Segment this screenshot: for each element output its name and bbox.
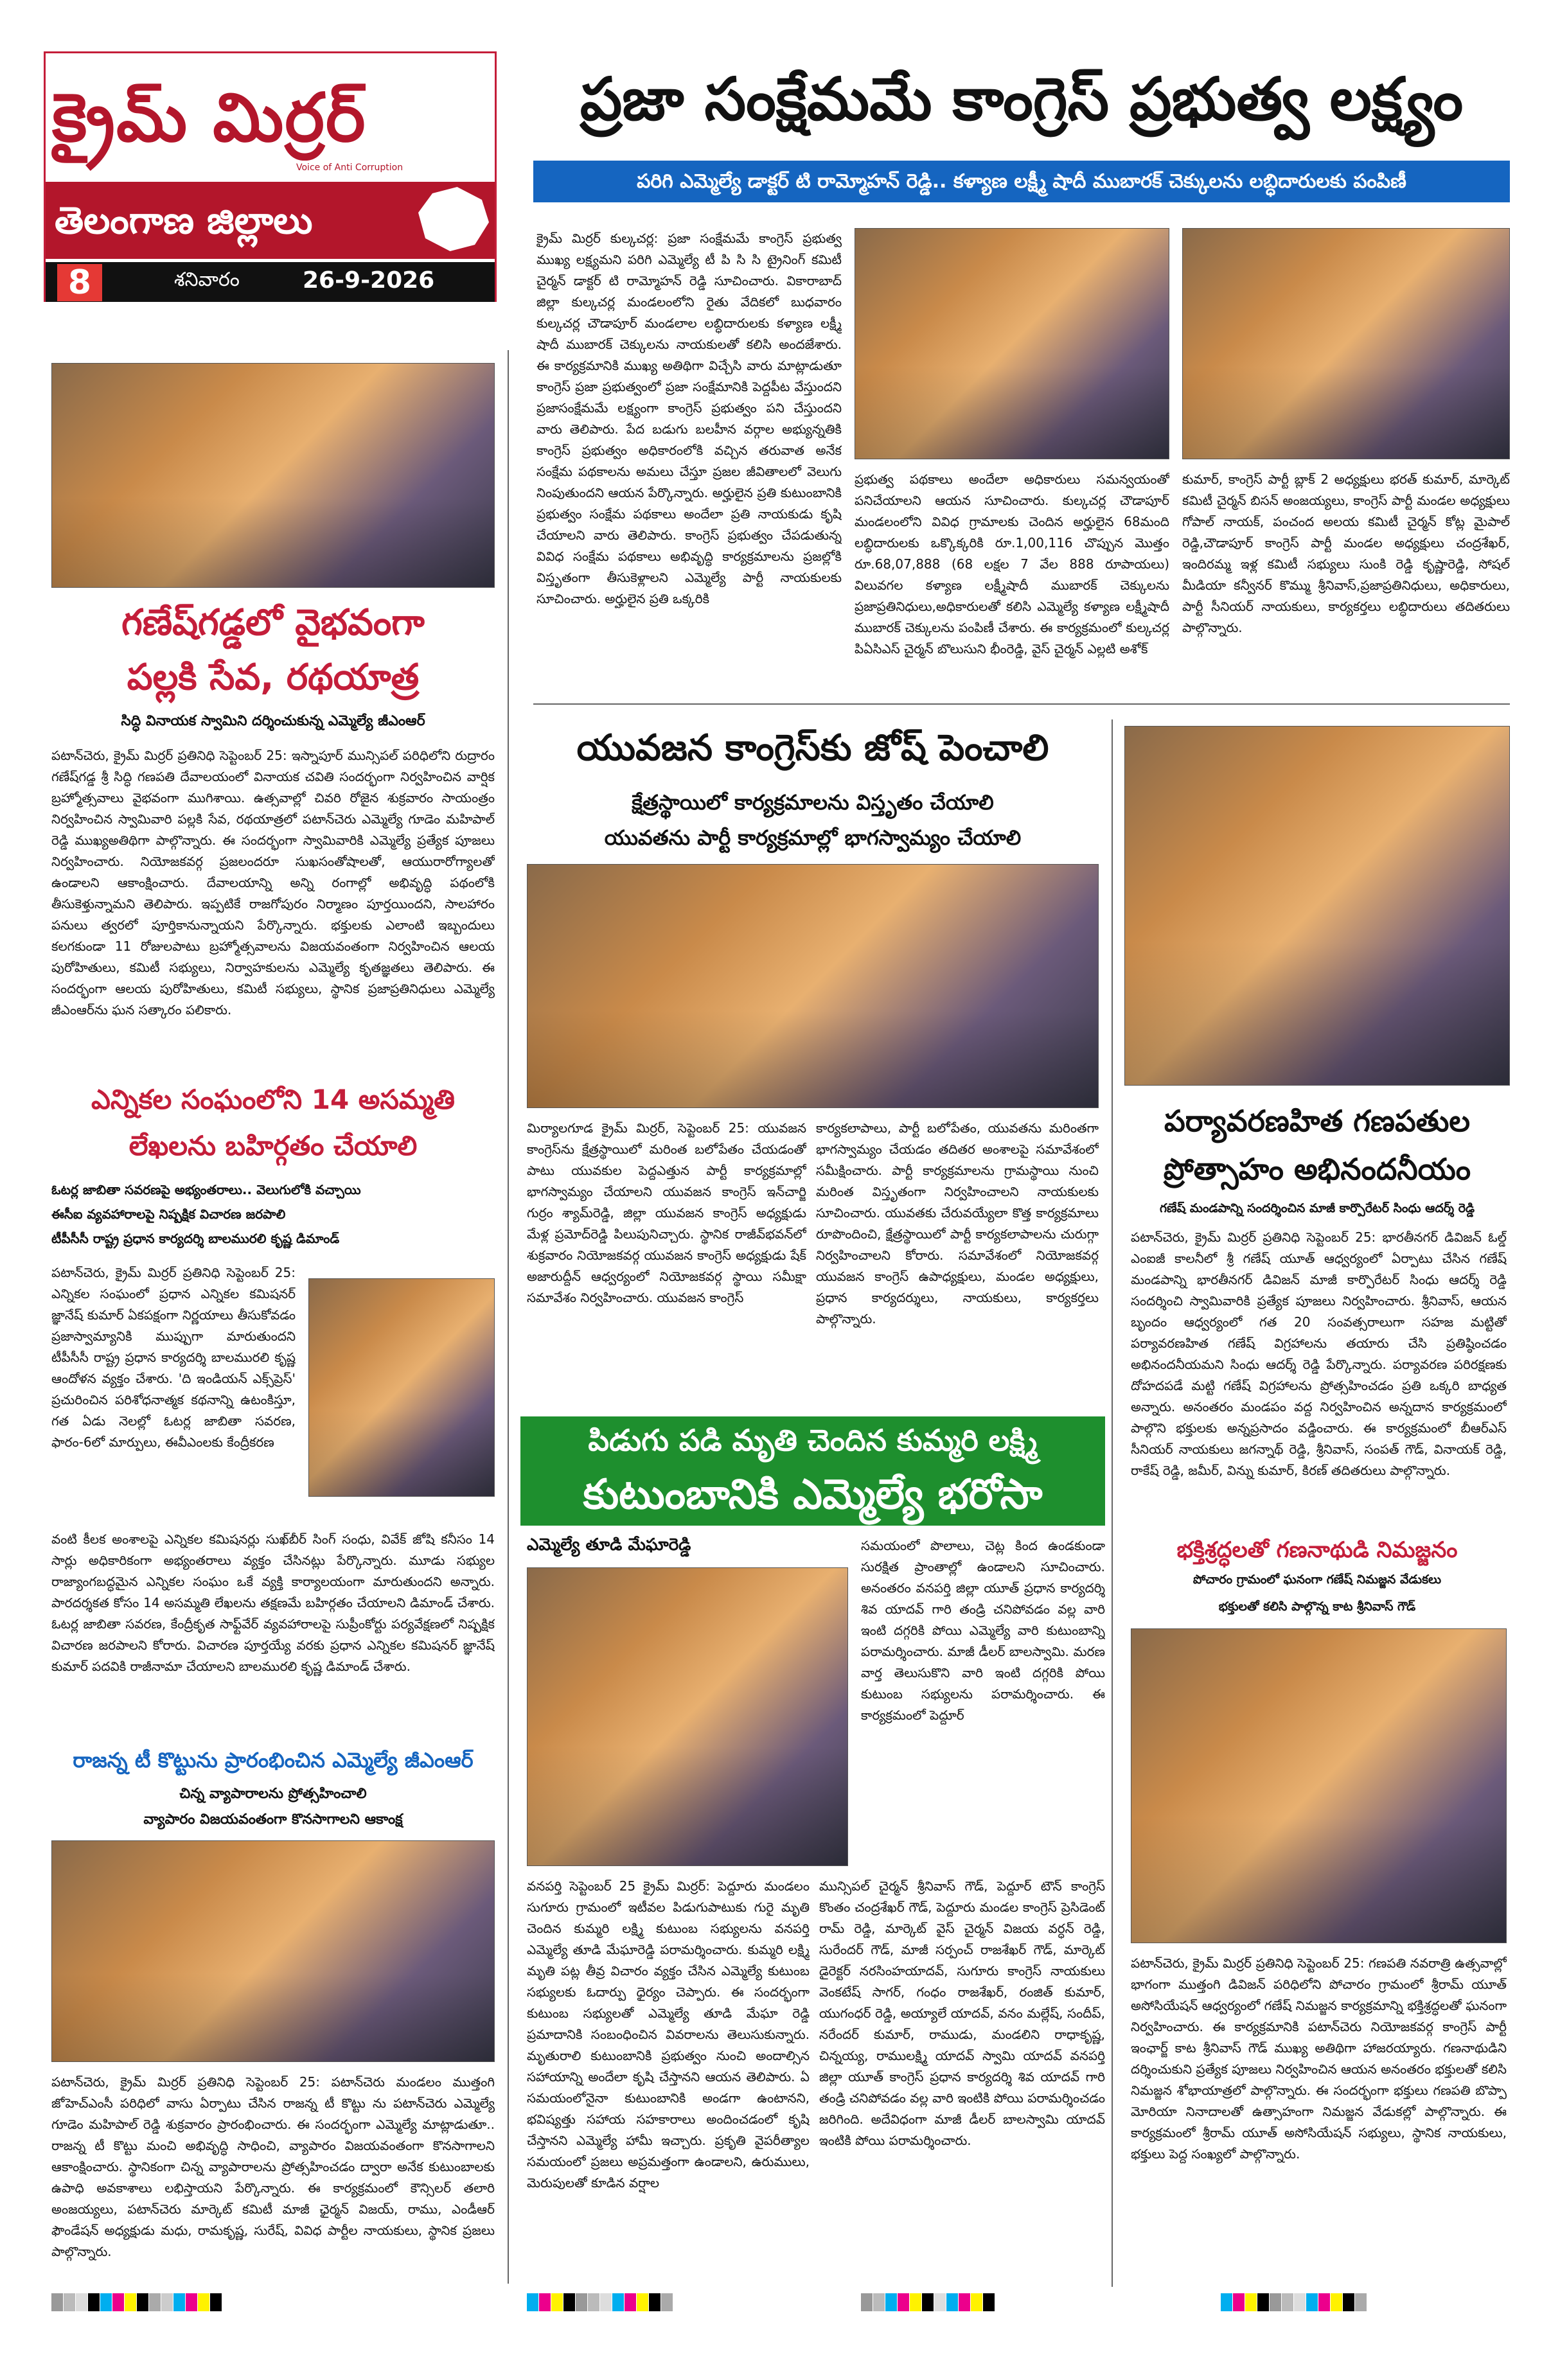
lead-photo-cheques bbox=[1182, 228, 1510, 459]
youth-photo bbox=[527, 864, 1099, 1108]
color-registration-bar-mid bbox=[861, 2293, 995, 2311]
nimajjanam-subhead-1: పోచారం గ్రామంలో ఘనంగా గణేష్ నిమజ్జన వేడుకలు bbox=[1192, 1573, 1442, 1587]
tea-subhead-2: వ్యాపారం విజయవంతంగా కొనసాగాలని ఆకాంక్ష bbox=[143, 1811, 403, 1828]
edition-name: తెలంగాణ జిల్లాలు bbox=[55, 198, 313, 242]
lead-body-col3: కుమార్, కాంగ్రెస్ పార్టీ బ్లాక్ 2 అధ్యక్షులు భరత్ కుమార్, మార్కెట్ కమిటీ చైర్మన్ బిసన్ అంజయ్యలు, కాంగ్రెస్ పార్టీ మండల అధ్యక్షులు గోపాల్ నాయక్, పంచంద అలయ కమిటీ చైర్మన్ కోట్ల మైపాల్ రెడ్డి,చౌడాపూర్ కాంగ్రెస్ పార్టీ మండల అధ్యక్షులు చంద్రశేఖర్, ఇందిరమ్మ ఇళ్ల కమిటీ సభ్యులు సుంకి రెడ్డి కృష్ణారెడ్డి, సోషల్ మీడియా కన్వీనర్ కొమ్ము శ్రీనివాస్,ప్రజాప్రతినిధులు, అధికారులు, పార్టీ సీనియర్ నాయకులు, కార్యకర్తలు లబ్ధిదారులు తదితరులు పాల్గొన్నారు. bbox=[1182, 472, 1510, 635]
eco-photo bbox=[1124, 726, 1510, 1086]
color-registration-bar-center bbox=[527, 2293, 673, 2311]
lead-headline: ప్రజా సంక్షేమమే కాంగ్రెస్ ప్రభుత్వ లక్ష్యం bbox=[580, 65, 1464, 134]
tea-headline: రాజన్న టీ కొట్టును ప్రారంభించిన ఎమ్మెల్యే జీఎంఆర్ bbox=[73, 1748, 474, 1772]
lead-body-col1: క్రైమ్ మిర్రర్ కుల్కచర్ల: ప్రజా సంక్షేమమే కాంగ్రెస్ ప్రభుత్వ ముఖ్య లక్ష్యమని పరిగి ఎమ్మెల్యే టీ పి సి సి ట్రైనింగ్ కమిటీ చైర్మన్ డాక్టర్ టి రామ్మోహన్ రెడ్డి సూచించారు. వికారాబాద్ జిల్లా కుల్కచర్ల మండలంలోని రైతు వేదికలో బుధవారం కుల్కచర్ల చౌడాపూర్ మండలాల లబ్ధిదారులకు కళ్యాణ లక్ష్మీ షాదీ ముబారక్ చెక్కులను నాయకులతో కలిసి అందజేశారు. ఈ కార్యక్రమానికి ముఖ్య అతిథిగా విచ్చేసి వారు మాట్లాడుతూ కాంగ్రెస్ ప్రజా ప్రభుత్వంలో ప్రజా సంక్షేమానికి పెద్దపీట వేస్తుందని ప్రజాసంక్షేమమే లక్ష్యంగా కాంగ్రెస్ ప్రభుత్వం పని చేస్తుందని వారు తెలిపారు. పేద బడుగు బలహీన వర్గాల అభ్యున్నతికి కాంగ్రెస్ ప్రభుత్వం అధికారంలోకి వచ్చిన తరువాత అనేక సంక్షేమ పథకాలను అమలు చేస్తూ ప్రజల జీవితాలలో వెలుగు నింపుతుందని ఆయన పేర్కొన్నారు. అర్హులైన ప్రతి కుటుంబానికి ప్రభుత్వం సంక్షేమ పథకాలు అందేలా ప్రతి నాయకుడు కృషి చేయాలని వారు తెలిపారు. కాంగ్రెస్ ప్రభుత్వం చేపడుతున్న వివిధ సంక్షేమ పథకాలు అభివృద్ధి కార్యక్రమాలను ప్రజల్లోకి విస్తృతంగా తీసుకెళ్లాలని ఎమ్మెల్యే పార్టీ నాయకులకు సూచించారు. అర్హులైన ప్రతి ఒక్కరికి bbox=[536, 231, 842, 606]
date-label: 26-9-2026 bbox=[303, 267, 435, 294]
ganesh-headline-1: గణేష్‌గడ్డలో వైభవంగా bbox=[121, 602, 425, 644]
youth-body-col2: కార్యకలాపాలు, పార్టీ బలోపేతం, యువతను మరింతగా భాగస్వామ్యం చేయడం తదితర అంశాలపై సమావేశంలో సమీక్షించారు. పార్టీ కార్యక్రమాలను గ్రామస్థాయి నుంచి మరింత విస్తృతంగా నిర్వహించాలని నాయకులకు సూచించారు. యువతకు చేరువయ్యేలా కొత్త కార్యక్రమాలు రూపొందించి, క్షేత్రస్థాయిలో పార్టీ కార్యకలాపాలను చురుగ్గా నిర్వహించాలని కోరారు. సమావేశంలో నియోజకవర్గ యువజన కాంగ్రెస్ ఉపాధ్యక్షులు, మండల అధ్యక్షులు, ప్రధాన కార్యదర్శులు, నాయకులు, కార్యకర్తలు పాల్గొన్నారు. bbox=[816, 1120, 1099, 1327]
masthead bbox=[44, 51, 497, 302]
lightning-side-text: సమయంలో పొలాలు, చెట్ల కింద ఉండకుండా సురక్షిత ప్రాంతాల్లో ఉండాలని సూచించారు. అనంతరం వనపర్తి జిల్లా యూత్ ప్రధాన కార్యదర్శి శివ యాదవ్ గారి తండ్రి చనిపోవడం వల్ల వారి ఇంటి దగ్గరికి పోయి ఎమ్మెల్యే వారి కుటుంబాన్ని పరామర్శించారు. మాజీ డీలర్ బాలస్వామి. మరణ వార్త తెలుసుకొని వారి ఇంటి దగ్గరికి పోయి కుటుంబ సభ్యులను పరామర్శించారు. ఈ కార్యక్రమంలో పెద్దూర్ bbox=[861, 1538, 1105, 1723]
lead-photo-hall bbox=[855, 228, 1169, 459]
lightning-body-col1: వనపర్తి సెప్టెంబర్ 25 క్రైమ్ మిర్రర్: పెద్దూరు మండలం సుగూరు గ్రామంలో ఇటీవల పిడుగుపాటుకు గురై మృతి చెందిన కుమ్మరి లక్ష్మి కుటుంబ సభ్యులను వనపర్తి ఎమ్మెల్యే తూడి మేఘారెడ్డి పరామర్శించారు. కుమ్మరి లక్ష్మి మృతి పట్ల తీవ్ర విచారం వ్యక్తం చేసిన ఎమ్మెల్యే కుటుంబ సభ్యులకు ఓదార్పు ధైర్యం చెప్పారు. ఈ సందర్భంగా కుటుంబ సభ్యులతో ఎమ్మెల్యే తూడి మేఘా రెడ్డి ప్రమాదానికి సంబంధించిన వివరాలను తెలుసుకున్నారు. మృతురాలి కుటుంబానికి ప్రభుత్వం నుంచి అందాల్సిన సహాయాన్ని అందేలా కృషి చేస్తానని ఆయన తెలిపారు. ఏ సమయంలోనైనా కుటుంబానికి అండగా ఉంటానని, భవిష్యత్తు సహాయ సహకారాలు అందించడంలో కృషి చేస్తానని ఎమ్మెల్యే హామీ ఇచ్చారు. ప్రకృతి వైపరీత్యాల సమయంలో ప్రజలు అప్రమత్తంగా ఉండాలని, ఉరుములు, మెరుపులతో కూడిన వర్షాల bbox=[527, 1878, 810, 2190]
eco-headline-1: పర్యావరణహిత గణపతుల bbox=[1164, 1104, 1470, 1138]
election-headline-2: లేఖలను బహిర్గతం చేయాలి bbox=[128, 1130, 418, 1161]
lightning-subhead: ఎమ్మెల్యే తూడి మేఘారెడ్డి bbox=[527, 1535, 691, 1555]
nimajjanam-headline: భక్తిశ్రద్ధలతో గణనాథుడి నిమజ్జనం bbox=[1176, 1537, 1458, 1563]
lightning-banner-1: పిడుగు పడి మృతి చెందిన కుమ్మరి లక్ష్మి bbox=[520, 1416, 1105, 1465]
election-body-narrow: పటాన్‌చెరు, క్రైమ్ మిర్రర్ ప్రతినిధి సెప్టెంబర్ 25: ఎన్నికల సంఘంలో ప్రధాన ఎన్నికల కమిషనర్ జ్ఞానేష్ కుమార్ ఏకపక్షంగా నిర్ణయాలు తీసుకోవడం ప్రజాస్వామ్యానికి ముప్పుగా మారుతుందని టీపీసీసీ రాష్ట్ర ప్రధాన కార్యదర్శి బాలమురలి కృష్ణ ఆందోళన వ్యక్తం చేశారు. 'ది ఇండియన్ ఎక్స్‌ప్రెస్' ప్రచురించిన పరిశోధనాత్మక కథనాన్ని ఉటంకిస్తూ, గత ఏడు నెలల్లో ఓటర్ల జాబితా సవరణ, ఫారం-6లో మార్పులు, ఈవీఎంలకు కేంద్రీకరణ bbox=[51, 1265, 296, 1450]
day-label: శనివారం bbox=[174, 269, 240, 291]
color-registration-bar-right bbox=[1221, 2293, 1367, 2311]
election-body-wide: వంటి కీలక అంశాలపై ఎన్నికల కమిషనర్లు సుఖ్‌బీర్ సింగ్ సంధు, వివేక్ జోషి కనీసం 14 సార్లు అధికారికంగా అభ్యంతరాలు వ్యక్తం చేసినట్లు పేర్కొన్నారు. మూడు సభ్యుల రాజ్యాంగబద్ధమైన ఎన్నికల సంఘం ఒకే వ్యక్తి కార్యాలయంగా మారుతుందని అన్నారు. పారదర్శకత కోసం 14 అసమ్మతి లేఖలను తక్షణమే బహిర్గతం చేయాలని డిమాండ్ చేశారు. ఓటర్ల జాబితా సవరణ, కేంద్రీకృత సాఫ్ట్‌వేర్ వ్యవహారాలపై సుప్రీంకోర్టు పర్యవేక్షణలో నిష్పక్షిక విచారణ జరపాలని కోరారు. విచారణ పూర్తయ్యే వరకు ప్రధాన ఎన్నికల కమిషనర్ జ్ఞానేష్ కుమార్ పదవికి రాజీనామా చేయాలని బాలమురలి కృష్ణ డిమాండ్ చేశారు. bbox=[51, 1531, 495, 1674]
ganesh-photo bbox=[51, 363, 495, 588]
lightning-body-col2: మున్సిపల్ చైర్మన్ శ్రీనివాస్ గౌడ్, పెద్దూర్ టౌన్ కాంగ్రెస్ కొంతం చంద్రశేఖర్ గౌడ్, పెద్దూరు మండల కాంగ్రెస్ ప్రెసిడెంట్ రామ్ రెడ్డి, మార్కెట్ వైస్ చైర్మన్ విజయ వర్ధన్ రెడ్డి, సురేందర్ గౌడ్, మాజీ సర్పంచ్ రాజశేఖర్ గౌడ్, మార్కెట్ డైరెక్టర్ నరసింహయాదవ్, సుగూరు కాంగ్రెస్ నాయకులు వెంకటేష్ సాగర్, గంధం రాజశేఖర్, రంజిత్ కుమార్, యుగంధర్ రెడ్డి, అయ్యాలే యాదవ్, వనం మల్లేష్, సందీప్, నరేందర్ కుమార్, రాముడు, మండలిని రాధాకృష్ణ, చిన్నయ్య, రాములక్ష్మి యాదవ్ స్వామి యాదవ్ వనపర్తి జిల్లా యూత్ కాంగ్రెస్ ప్రధాన కార్యదర్శి శివ యాదవ్ గారి తండ్రి చనిపోవడం వల్ల వారి ఇంటికి పోయి పరామర్శించడం జరిగింది. అదేవిధంగా మాజీ డీలర్ బాలస్వామి యాదవ్ ఇంటికి పోయి పరామర్శించారు. bbox=[819, 1878, 1105, 2148]
lightning-photo bbox=[527, 1567, 848, 1866]
youth-subhead-1: క్షేత్రస్థాయిలో కార్యక్రమాలను విస్తృతం చేయాలి bbox=[632, 790, 994, 815]
eco-headline-2: ప్రోత్సాహం అభినందనీయం bbox=[1163, 1152, 1471, 1186]
tea-photo bbox=[51, 1840, 495, 2062]
election-headline-1: ఎన్నికల సంఘంలోని 14 అసమ్మతి bbox=[91, 1084, 456, 1115]
tea-body: పటాన్‌చెరు, క్రైమ్ మిర్రర్ ప్రతినిధి సెప్టెంబర్ 25: పటాన్‌చెరు మండలం ముత్తంగి జోహెచ్ఎంసీ పరిధిలో వాసు ఏర్పాటు చేసిన రాజన్న టీ కొట్టు ను పటాన్‌చెరు ఎమ్మెల్యే గూడెం మహిపాల్ రెడ్డి శుక్రవారం ప్రారంభించారు. ఈ సందర్భంగా ఎమ్మెల్యే మాట్లాడుతూ.. రాజన్న టీ కొట్టు మంచి అభివృద్ధి సాధించి, వ్యాపారం విజయవంతంగా కొనసాగాలని ఆకాంక్షించారు. స్థానికంగా చిన్న వ్యాపారాలను ప్రోత్సహించడం ద్వారా అనేక కుటుంబాలకు ఉపాధి అవకాశాలు లభిస్తాయని పేర్కొన్నారు. ఈ కార్యక్రమంలో కౌన్సిలర్ తలారి అంజయ్యలు, పటాన్‌చెరు మార్కెట్ కమిటీ మాజీ ఛైర్మన్ విజయ్, రాము, ఎండీఆర్ ఫౌండేషన్ అధ్యక్షుడు మధు, రామకృష్ణ, సురేష్, వివిధ పార్టీల నాయకులు, స్థానిక ప్రజలు పాల్గొన్నారు. bbox=[51, 2074, 495, 2259]
eco-subhead: గణేష్ మండపాన్ని సందర్శించిన మాజీ కార్పొరేటర్ సింధు ఆదర్శ్ రెడ్డి bbox=[1159, 1201, 1475, 1215]
divider bbox=[533, 703, 1510, 705]
column-divider-right bbox=[1112, 719, 1113, 2287]
page-number: 8 bbox=[57, 264, 102, 301]
lead-body-col2: ప్రభుత్వ పథకాలు అందేలా అధికారులు సమన్వయంతో పనిచేయాలని ఆయన సూచించారు. కుల్కచర్ల చౌడాపూర్ మండలంలోని వివిధ గ్రామాలకు చెందిన అర్హులైన 68మంది లబ్ధిదారులకు ఒక్కొక్కరికి రూ.1,00,116 చొప్పున మొత్తం రూ.68,07,888 (68 లక్షల 7 వేల 888 రూపాయలు) విలువగల కళ్యాణ లక్ష్మీషాదీ ముబారక్ చెక్కులను ప్రజాప్రతినిధులు,అధికారులతో కలిసి ఎమ్మెల్యే కళ్యాణ లక్ష్మీషాదీ ముబారక్ చెక్కులను పంపిణీ చేశారు. ఈ కార్యక్రమంలో కుల్కచర్ల పిఏసిఎస్ చైర్మన్ బొలుసుని భీంరెడ్డి, వైస్ చైర్మన్ ఎల్లటి అశోక్ bbox=[855, 472, 1169, 657]
nimajjanam-body: పటాన్‌చెరు, క్రైమ్ మిర్రర్ ప్రతినిధి సెప్టెంబర్ 25: గణపతి నవరాత్రి ఉత్సవాల్లో భాగంగా ముత్తంగి డివిజన్ పరిధిలోని పోచారం గ్రామంలో శ్రీరామ్ యూత్ అసోసియేషన్ ఆధ్వర్యంలో గణేష్ నిమజ్జన కార్యక్రమాన్ని భక్తిశ్రద్ధలతో ఘనంగా నిర్వహించారు. ఈ కార్యక్రమానికి పటాన్‌చెరు నియోజకవర్గ కాంగ్రెస్ పార్టీ ఇంఛార్జ్ కాట శ్రీనివాస్ గౌడ్ ముఖ్య అతిథిగా హాజరయ్యారు. గణనాథుడిని దర్శించుకుని ప్రత్యేక పూజలు నిర్వహించిన ఆయన అనంతరం భక్తులతో కలిసి నిమజ్జన శోభాయాత్రలో పాల్గొన్నారు. ఈ సందర్భంగా భక్తులు గణపతి బొప్పా మోరియా నినాదాలతో ఉత్సాహంగా నిమజ్జన వేడుకల్లో పాల్గొన్నారు. ఈ కార్యక్రమంలో శ్రీరామ్ యూత్ అసోసియేషన్ సభ్యులు, స్థానిక నాయకులు, భక్తులు పెద్ద సంఖ్యలో పాల్గొన్నారు. bbox=[1131, 1955, 1507, 2162]
election-subhead-2: ఈసీఐ వ్యవహారాలపై నిష్పక్షిక విచారణ జరపాలి bbox=[51, 1206, 286, 1222]
lightning-banner-2: కుటుంబానికి ఎమ్మెల్యే భరోసా bbox=[520, 1465, 1105, 1526]
masthead-tagline: Voice of Anti Corruption bbox=[296, 163, 403, 173]
color-registration-bar-left bbox=[51, 2293, 222, 2311]
nimajjanam-photo bbox=[1131, 1628, 1507, 1943]
ganesh-subhead: సిద్ధి వినాయక స్వామిని దర్శించుకున్న ఎమ్మెల్యే జీఎంఆర్ bbox=[121, 713, 425, 729]
election-portrait bbox=[308, 1278, 495, 1497]
election-subhead-3: టీపీసీసీ రాష్ట్ర ప్రధాన కార్యదర్శి బాలమురలి కృష్ణ డిమాండ్ bbox=[51, 1231, 340, 1246]
youth-subhead-2: యువతను పార్టీ కార్యక్రమాల్లో భాగస్వామ్యం చేయాలి bbox=[604, 825, 1022, 850]
ganesh-body: పటాన్‌చెరు, క్రైమ్ మిర్రర్ ప్రతినిధి సెప్టెంబర్ 25: ఇస్నాపూర్ మున్సిపల్ పరిధిలోని రుద్రారం గణేష్‌గడ్డ శ్రీ సిద్ధి గణపతి దేవాలయంలో వినాయక చవితి సందర్భంగా నిర్వహించిన వార్షిక బ్రహ్మోత్సవాలు వైభవంగా ముగిశాయి. ఉత్సవాల్లో చివరి రోజైన శుక్రవారం సాయంత్రం నిర్వహించిన స్వామివారి పల్లకి సేవ, రథయాత్రలో పటాన్‌చెరు ఎమ్మెల్యే గూడెం మహిపాల్ రెడ్డి ముఖ్యఅతిథిగా పాల్గొన్నారు. ఈ సందర్భంగా స్వామివారికి ఎమ్మెల్యే ప్రత్యేక పూజలు నిర్వహించారు. నియోజకవర్గ ప్రజలందరూ సుఖసంతోషాలతో, ఆయురారోగ్యాలతో ఉండాలని ఆకాంక్షించారు. దేవాలయాన్ని అన్ని రంగాల్లో అభివృద్ధి పథంలోకి తీసుకెళ్తున్నామని తెలిపారు. ఇప్పటికే రాజగోపురం నిర్మాణం పూర్తయిందని, సాలహారం పనులు త్వరలో పూర్తికానున్నాయని పేర్కొన్నారు. భక్తులకు ఎలాంటి ఇబ్బందులు కలగకుండా 11 రోజులపాటు బ్రహ్మోత్సవాలను విజయవంతంగా నిర్వహించిన ఆలయ పురోహితులు, కమిటీ సభ్యులు, నిర్వాహకులను ఎమ్మెల్యే కృతజ్ఞతలు తెలిపారు. ఈ సందర్భంగా ఆలయ పురోహితులు, కమిటీ సభ్యులు, స్థానిక ప్రజాప్రతినిధులు ఎమ్మెల్యే జీఎంఆర్‌ను ఘన సత్కారం పలికారు. bbox=[51, 748, 495, 1018]
youth-body-col1: మిర్యాలగూడ క్రైమ్ మిర్రర్, సెప్టెంబర్ 25: యువజన కాంగ్రెస్‌ను క్షేత్రస్థాయిలో మరింత బలోపేతం చేయడంతో పాటు యువకుల పెద్దఎత్తున పార్టీ కార్యక్రమాల్లో భాగస్వామ్యం చేయాలని యువజన కాంగ్రెస్ ఇన్‌చార్జి గుర్రం శ్యామ్‌రెడ్డి, జిల్లా యువజన కాంగ్రెస్ అధ్యక్షుడు మేళ్ల ప్రమోద్‌రెడ్డి పిలుపునిచ్చారు. స్థానిక రాజీవ్‌భవన్‌లో శుక్రవారం నియోజకవర్గ యువజన కాంగ్రెస్ అధ్యక్షుడు షేక్ అజారుద్దీన్ ఆధ్వర్యంలో నియోజకవర్గ స్థాయి సమీక్షా సమావేశం నిర్వహించారు. యువజన కాంగ్రెస్ bbox=[527, 1120, 806, 1305]
nimajjanam-subhead-2: భక్తులతో కలిసి పాల్గొన్న కాట శ్రీనివాస్ గౌడ్ bbox=[1218, 1600, 1416, 1614]
masthead-logo: క్రైమ్ మిర్రర్ bbox=[52, 78, 367, 157]
eco-body: పటాన్‌చెరు, క్రైమ్ మిర్రర్ ప్రతినిధి సెప్టెంబర్ 25: భారతీనగర్ డివిజన్ ఓల్డ్ ఎంఐజీ కాలనీలో శ్రీ గణేష్ యూత్ ఆధ్వర్యంలో ఏర్పాటు చేసిన గణేష్ మండపాన్ని భారతీనగర్ డివిజన్ మాజీ కార్పొరేటర్ సింధు ఆదర్శ్ రెడ్డి సందర్శించి స్వామివారికి ప్రత్యేక పూజలు నిర్వహించారు. శ్రీనివాస్, ఆయన బృందం ఆధ్వర్యంలో గత 20 సంవత్సరాలుగా సహజ మట్టితో పర్యావరణహిత గణేష్ విగ్రహాలను తయారు చేసి ప్రతిష్ఠించడం అభినందనీయమని సింధు ఆదర్శ్ రెడ్డి పేర్కొన్నారు. పర్యావరణ పరిరక్షణకు దోహదపడే మట్టి గణేష్ విగ్రహాలను ప్రోత్సహించడం ప్రతి ఒక్కరి బాధ్యత అన్నారు. అనంతరం మండపం వద్ద నిర్వహించిన అన్నదాన కార్యక్రమంలో పాల్గొని భక్తులకు అన్నప్రసాదం వడ్డించారు. ఈ కార్యక్రమంలో బీఆర్ఎస్ సీనియర్ నాయకులు జగన్నాథ్ రెడ్డి, శ్రీనివాస్, సంపత్ గౌడ్, వినాయక్ రెడ్డి, రాకేష్ రెడ్డి, జమీర్, విన్ను కుమార్, కిరణ్ తదితరులు పాల్గొన్నారు. bbox=[1131, 1230, 1507, 1478]
lead-strap: పరిగి ఎమ్మెల్యే డాక్టర్ టి రామ్మోహన్ రెడ్డి.. కళ్యాణ లక్ష్మీ షాదీ ముబారక్ చెక్కులను లబ్ధిదారులకు పంపిణీ bbox=[533, 161, 1510, 202]
ganesh-headline-2: పల్లకి సేవ, రథయాత్ర bbox=[127, 657, 420, 698]
column-divider bbox=[508, 350, 509, 2284]
tea-subhead-1: చిన్న వ్యాపారాలను ప్రోత్సహించాలి bbox=[179, 1786, 367, 1802]
election-subhead-1: ఓటర్ల జాబితా సవరణపై అభ్యంతరాలు.. వెలుగులోకి వచ్చాయి bbox=[51, 1182, 361, 1197]
youth-headline: యువజన కాంగ్రెస్‌కు జోష్ పెంచాలి bbox=[576, 727, 1049, 769]
